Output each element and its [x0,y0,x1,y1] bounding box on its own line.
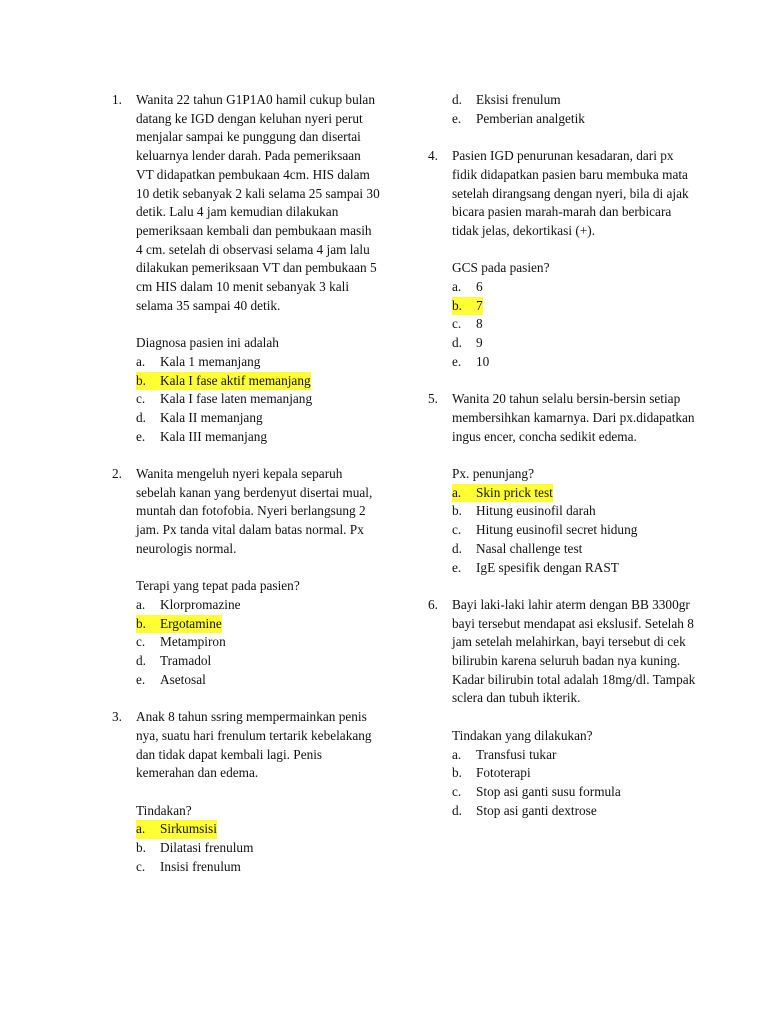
option-d[interactable] [452,802,698,821]
option-c[interactable] [452,783,698,802]
option-text: 9 [476,335,483,351]
option-b[interactable] [136,615,380,634]
option-c[interactable] [136,858,380,877]
option-text: Metampiron [160,634,226,650]
option-letter: e. [136,671,146,687]
option-text-highlighted: Ergotamine [160,615,222,634]
option-b[interactable] [452,297,698,316]
question-5 [428,390,698,577]
option-letter: e. [452,353,462,369]
question-stem: Wanita mengeluh nyeri kepala separuh sebelah kanan yang berdenyut disertai mual, muntah dan fotofobia. Nyeri berlangsung 2 jam. Px tanda vital dalam batas normal. Px neurologis normal. [136,466,373,556]
option-letter: a. [452,746,462,762]
option-d[interactable] [136,652,380,671]
option-letter: c. [136,634,146,650]
option-text-highlighted: Skin prick test [476,484,553,503]
option-c[interactable] [136,390,380,409]
option-letter: c. [452,522,462,538]
question-1 [112,91,380,446]
option-text: 6 [476,279,483,294]
option-text: Pemberian analgetik [476,110,585,126]
question-stem: Wanita 22 tahun G1P1A0 hamil cukup bulan datang ke IGD dengan keluhan nyeri perut menjalar sampai ke punggung dan disertai keluarnya lender darah. Pada pemeriksaan VT didapatkan pembukaan 4cm. HIS dalam 10 detik sebanyak 2 kali selama 25 sampai 30 detik. Lalu 4 jam kemudian dilakukan pemeriksaan kembali dan pembukaan masih 4 cm. setelah di observasi selama 4 jam lalu dilakukan pemeriksaan VT dan pembukaan 5 cm HIS dalam 10 menit sebanyak 3 kali selama 35 sampai 40 detik. [136,92,380,313]
option-letter: a. [136,596,146,612]
option-c[interactable] [452,521,698,540]
option-text: Hitung eusinofil secret hidung [476,522,638,538]
option-letter: b. [136,615,160,634]
option-text: Kala 1 memanjang [160,353,261,369]
left-column [112,91,380,876]
option-text: Insisi frenulum [160,858,241,874]
question-prompt: Terapi yang tepat pada pasien? [136,578,300,594]
question-stem: Anak 8 tahun ssring mempermainkan penis nya, suatu hari frenulum tertarik kebelakang dan tidak dapat kembali lagi. Penis kemerahan dan edema. [136,709,372,781]
option-d[interactable] [452,540,698,559]
option-e[interactable] [452,353,698,372]
option-e[interactable] [136,428,380,447]
question-2 [112,465,380,689]
option-a[interactable] [136,820,380,839]
option-list [452,746,698,821]
option-letter: a. [136,353,146,369]
option-list [452,484,698,578]
option-text: Hitung eusinofil darah [476,503,596,519]
option-text: 10 [476,353,490,369]
question-number: 6. [428,596,438,612]
option-b[interactable] [452,502,698,521]
question-number: 4. [428,148,438,164]
option-text: IgE spesifik dengan RAST [476,559,619,575]
option-text: Nasal challenge test [476,540,583,556]
option-text: Stop asi ganti dextrose [476,802,597,818]
question-stem: Bayi laki-laki lahir aterm dengan BB 3300gr bayi tersebut mendapat asi ekslusif. Setelah 8 jam setelah melahirkan, bayi tersebut di cek bilirubin karena seluruh badan nya kuning. Kadar bilirubin total adalah 18mg/dl. Tampak sclera dan tubuh ikterik. [452,596,696,706]
option-letter: b. [452,765,462,781]
question-6 [428,596,698,820]
question-stem: Pasien IGD penurunan kesadaran, dari px fidik didapatkan pasien baru membuka mata setelah dirangsang dengan nyeri, bila di ajak bicara pasien marah-marah dan berbicara tidak jelas, dekortikasi (+). [452,148,689,238]
option-letter: a. [136,820,160,839]
option-text: Eksisi frenulum [476,92,561,107]
option-a[interactable] [452,278,698,297]
option-e[interactable] [136,671,380,690]
question-prompt: Tindakan yang dilakukan? [452,727,593,743]
option-text-highlighted: Sirkumsisi [160,820,217,839]
option-text: Fototerapi [476,765,531,781]
option-letter: b. [136,840,146,856]
option-list [136,820,380,876]
option-a[interactable] [452,484,698,503]
question-number: 3. [112,709,122,725]
option-b[interactable] [136,372,380,391]
option-letter: b. [452,297,476,316]
option-list [136,596,380,690]
question-4 [428,147,698,371]
option-text: Kala II memanjang [160,409,263,425]
option-list [452,91,698,128]
option-letter: c. [136,391,146,407]
option-letter: a. [452,279,462,294]
question-number: 1. [112,92,122,107]
option-letter: b. [452,503,462,519]
question-number: 5. [428,391,438,407]
question-prompt: Tindakan? [136,802,192,818]
option-text-highlighted: 7 [476,297,483,316]
option-text: Kala III memanjang [160,428,268,444]
question-3-continued [428,91,698,128]
right-column [428,91,698,820]
option-b[interactable] [136,839,380,858]
question-prompt: Px. penunjang? [452,466,534,481]
option-text: Kala I fase laten memanjang [160,391,313,407]
option-letter: e. [452,559,462,575]
option-letter: a. [452,484,476,503]
option-letter: e. [136,428,146,444]
option-text-highlighted: Kala I fase aktif memanjang [160,372,311,391]
option-text: 8 [476,316,483,332]
option-a[interactable] [136,596,380,615]
question-stem: Wanita 20 tahun selalu bersin-bersin setiap membersihkan kamarnya. Dari px.didapatkan ingus encer, concha sedikit edema. [452,391,695,444]
option-a[interactable] [136,353,380,372]
option-text: Dilatasi frenulum [160,840,254,856]
option-letter: d. [452,802,462,818]
option-d[interactable] [452,91,698,110]
option-letter: d. [452,92,462,107]
question-3 [112,708,380,876]
option-list [452,278,698,372]
question-number: 2. [112,466,122,482]
question-prompt: Diagnosa pasien ini adalah [136,335,279,351]
option-text: Asetosal [160,671,206,687]
option-c[interactable] [452,315,698,334]
option-letter: c. [452,783,462,799]
option-text: Stop asi ganti susu formula [476,783,621,799]
question-prompt: GCS pada pasien? [452,260,550,276]
option-text: Klorpromazine [160,596,241,612]
option-text: Tramadol [160,653,212,669]
option-e[interactable] [452,559,698,578]
option-letter: d. [136,653,146,669]
option-letter: c. [136,858,146,874]
option-letter: d. [452,540,462,556]
option-d[interactable] [452,334,698,353]
option-b[interactable] [452,764,698,783]
option-letter: b. [136,372,160,391]
option-letter: e. [452,110,462,126]
option-letter: d. [136,409,146,425]
option-c[interactable] [136,633,380,652]
option-letter: c. [452,316,462,332]
option-list [136,353,380,447]
option-letter: d. [452,335,462,351]
option-a[interactable] [452,746,698,765]
option-d[interactable] [136,409,380,428]
option-e[interactable] [452,110,698,129]
option-text: Transfusi tukar [476,746,557,762]
